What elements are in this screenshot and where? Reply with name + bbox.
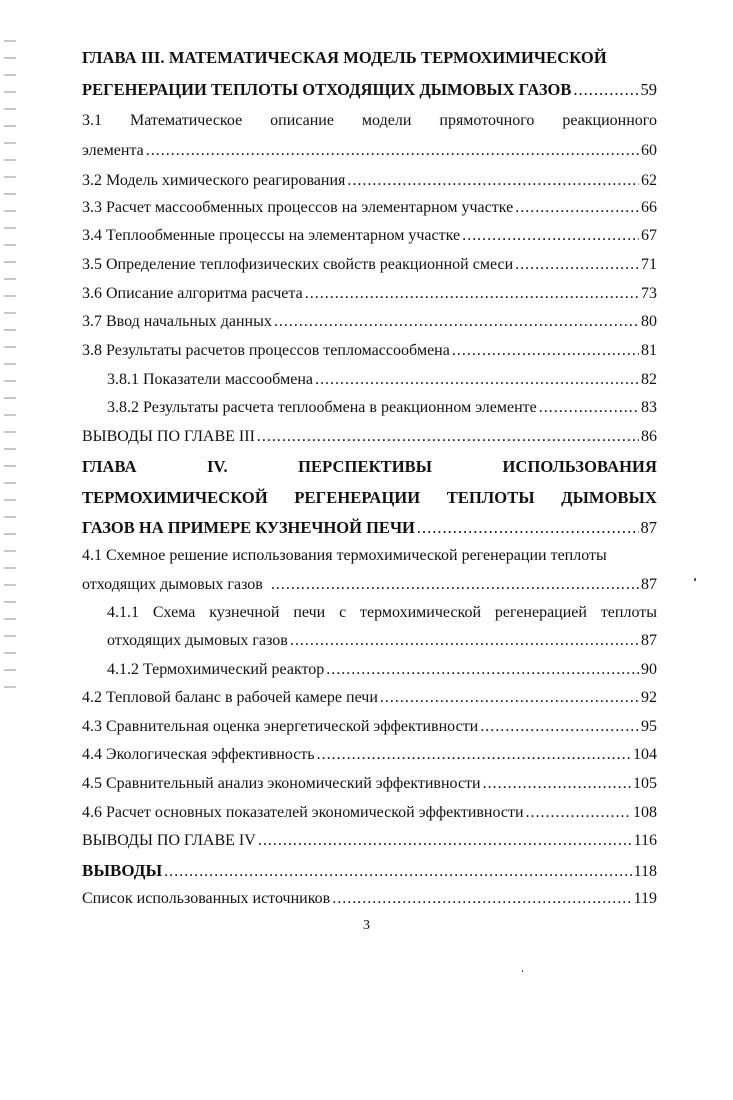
toc-entry[interactable]	[82, 342, 657, 360]
toc-entry-title: ВЫВОДЫ ПО ГЛАВЕ III	[82, 428, 255, 445]
dot-leader	[515, 256, 639, 274]
toc-entry-title: 3.8.2 Результаты расчета теплообмена в реакционном элементе	[107, 399, 537, 416]
toc-entry-title: 3.2 Модель химического реагирования	[82, 172, 346, 189]
toc-entry-title: 4.2 Тепловой баланс в рабочей камере печи	[82, 689, 378, 706]
toc-word: описание	[270, 112, 334, 129]
dot-leader	[452, 342, 639, 360]
toc-word: модели	[361, 112, 412, 129]
toc-entry-title: 4.1 Схемное решение использования термохимической регенерации теплоты	[82, 547, 607, 564]
dot-leader	[480, 718, 639, 736]
dot-leader	[515, 199, 639, 217]
toc-page-number: 92	[641, 689, 657, 706]
toc-page-number: 81	[641, 342, 657, 359]
toc-page-number: 105	[633, 775, 657, 792]
toc-entry[interactable]	[82, 172, 657, 190]
toc-entry-title: 3.7 Ввод начальных данных	[82, 313, 272, 330]
toc-entry-sub[interactable]	[107, 399, 657, 417]
toc-entry-4-1-1-line2[interactable]	[107, 632, 657, 650]
toc-entry[interactable]	[82, 199, 657, 217]
page-number: 3	[363, 918, 370, 933]
toc-entry[interactable]	[82, 718, 657, 736]
toc-page-number: 87	[640, 518, 657, 537]
dot-leader	[417, 518, 639, 538]
toc-entry-title: 4.5 Сравнительный анализ экономический эффективности	[82, 775, 481, 792]
toc-entry-title: 3.8.1 Показатели массообмена	[107, 371, 314, 388]
toc-word: реакционного	[562, 112, 657, 129]
dot-leader	[271, 576, 639, 594]
toc-entry-sub[interactable]	[107, 661, 657, 679]
scan-speck	[694, 578, 696, 581]
toc-entry-title: 3.6 Описание алгоритма расчета	[82, 285, 303, 302]
toc-page-number: 62	[641, 172, 657, 189]
toc-entry-4-1-line2[interactable]	[82, 576, 657, 594]
toc-entry-3-1-line2[interactable]	[82, 142, 657, 160]
toc-page-number: 83	[641, 399, 657, 416]
dot-leader	[526, 804, 631, 822]
toc-entry-4-1-1-line1[interactable]: 4.1.1 Схема кузнечной печи с термохимической регенерацией теплоты	[107, 604, 657, 621]
toc-entry-title: 3.4 Теплообменные процессы на элементарном участке	[82, 227, 461, 244]
toc-entry[interactable]	[82, 227, 657, 245]
toc-entry-title: РЕГЕНЕРАЦИИ ТЕПЛОТЫ ОТХОДЯЩИХ ДЫМОВЫХ ГАЗОВ	[82, 80, 572, 99]
dot-leader	[347, 172, 639, 190]
toc-entry-conclusions-3[interactable]	[82, 428, 657, 446]
toc-page-number: 67	[641, 227, 657, 244]
toc-page-number: 86	[641, 428, 657, 445]
chapter-3-heading-line2[interactable]	[82, 80, 657, 100]
toc-page-number: 108	[633, 804, 657, 821]
toc-entry-title: 3.8 Результаты расчетов процессов тепломассообмена	[82, 342, 450, 359]
dot-leader	[274, 313, 639, 331]
toc-entry-title: ВЫВОДЫ	[82, 861, 163, 880]
dot-leader	[462, 227, 639, 245]
toc-entry-title: 3.5 Определение теплофизических свойств реакционной смеси	[82, 256, 514, 273]
dot-leader	[315, 371, 639, 389]
toc-page-number: 59	[640, 80, 657, 99]
toc-entry-title: ГАЗОВ НА ПРИМЕРЕ КУЗНЕЧНОЙ ПЕЧИ	[82, 518, 415, 537]
toc-entry-title: 4.4 Экологическая эффективность	[82, 746, 315, 763]
toc-page-number: 116	[633, 832, 657, 849]
toc-page-number: 60	[641, 142, 657, 159]
toc-entry[interactable]	[82, 689, 657, 707]
toc-entry-title: 3.3 Расчет массообменных процессов на элементарном участке	[82, 199, 514, 216]
toc-entry-conclusions[interactable]	[82, 861, 657, 881]
toc-page-number: 82	[641, 371, 657, 388]
toc-entry-number: 3.1	[82, 112, 102, 129]
dot-leader	[573, 80, 638, 100]
toc-page-number: 66	[641, 199, 657, 216]
toc-word: прямоточного	[439, 112, 535, 129]
toc-word: Математическое	[130, 112, 243, 129]
toc-page-number: 87	[641, 632, 657, 649]
toc-entry[interactable]	[82, 256, 657, 274]
dot-leader	[332, 890, 631, 908]
dot-leader	[305, 285, 639, 303]
scan-margin-artifacts	[4, 40, 16, 700]
toc-page-number: 80	[641, 313, 657, 330]
dot-leader	[317, 746, 631, 764]
dot-leader	[326, 661, 639, 679]
toc-entry-title: элемента	[82, 142, 144, 159]
scan-speck	[522, 970, 523, 972]
dot-leader	[290, 632, 639, 650]
toc-entry-sub[interactable]	[107, 371, 657, 389]
toc-page-number: 95	[641, 718, 657, 735]
toc-page-number: 104	[633, 746, 657, 763]
toc-entry-conclusions-4[interactable]	[82, 832, 657, 850]
toc-page-number: 119	[633, 890, 657, 907]
chapter-4-heading-line2: ТЕРМОХИМИЧЕСКОЙ РЕГЕНЕРАЦИИ ТЕПЛОТЫ ДЫМОВЫХ	[82, 488, 657, 507]
toc-entry-title: 4.1.2 Термохимический реактор	[107, 661, 325, 678]
toc-entry-title: Список использованных источников	[82, 890, 331, 907]
dot-leader	[164, 863, 631, 881]
toc-entry-3-1-line1[interactable]	[82, 112, 657, 130]
toc-entry-title: 4.3 Сравнительная оценка энергетической эффективности	[82, 718, 479, 735]
chapter-3-heading-line1: ГЛАВА III. МАТЕМАТИЧЕСКАЯ МОДЕЛЬ ТЕРМОХИМИЧЕСКОЙ	[82, 48, 607, 67]
toc-entry-title: ВЫВОДЫ ПО ГЛАВЕ IV	[82, 832, 256, 849]
toc-entry[interactable]	[82, 775, 657, 793]
chapter-4-heading-line3[interactable]	[82, 518, 657, 538]
toc-entry[interactable]	[82, 804, 657, 822]
toc-page-number: 90	[641, 661, 657, 678]
chapter-4-heading-line1: ГЛАВА IV. ПЕРСПЕКТИВЫ ИСПОЛЬЗОВАНИЯ	[82, 457, 657, 476]
dot-leader	[257, 428, 639, 446]
toc-entry-references[interactable]	[82, 890, 657, 908]
toc-entry-title: отходящих дымовых газов	[82, 576, 263, 593]
dot-leader	[539, 399, 639, 417]
toc-page-number: 118	[633, 863, 657, 880]
toc-entry-title: отходящих дымовых газов	[107, 632, 288, 649]
dot-leader	[146, 142, 639, 160]
toc-entry[interactable]	[82, 285, 657, 303]
dot-leader	[483, 775, 631, 793]
toc-page-number: 73	[641, 285, 657, 302]
dot-leader	[258, 832, 632, 850]
toc-entry[interactable]	[82, 313, 657, 331]
toc-entry[interactable]	[82, 746, 657, 764]
dot-leader	[380, 689, 639, 707]
toc-entry-title: 4.6 Расчет основных показателей экономической эффективности	[82, 804, 524, 821]
toc-entry-4-1-line1[interactable]	[82, 547, 657, 565]
toc-page-number: 87	[641, 576, 657, 593]
toc-page-number: 71	[641, 256, 657, 273]
